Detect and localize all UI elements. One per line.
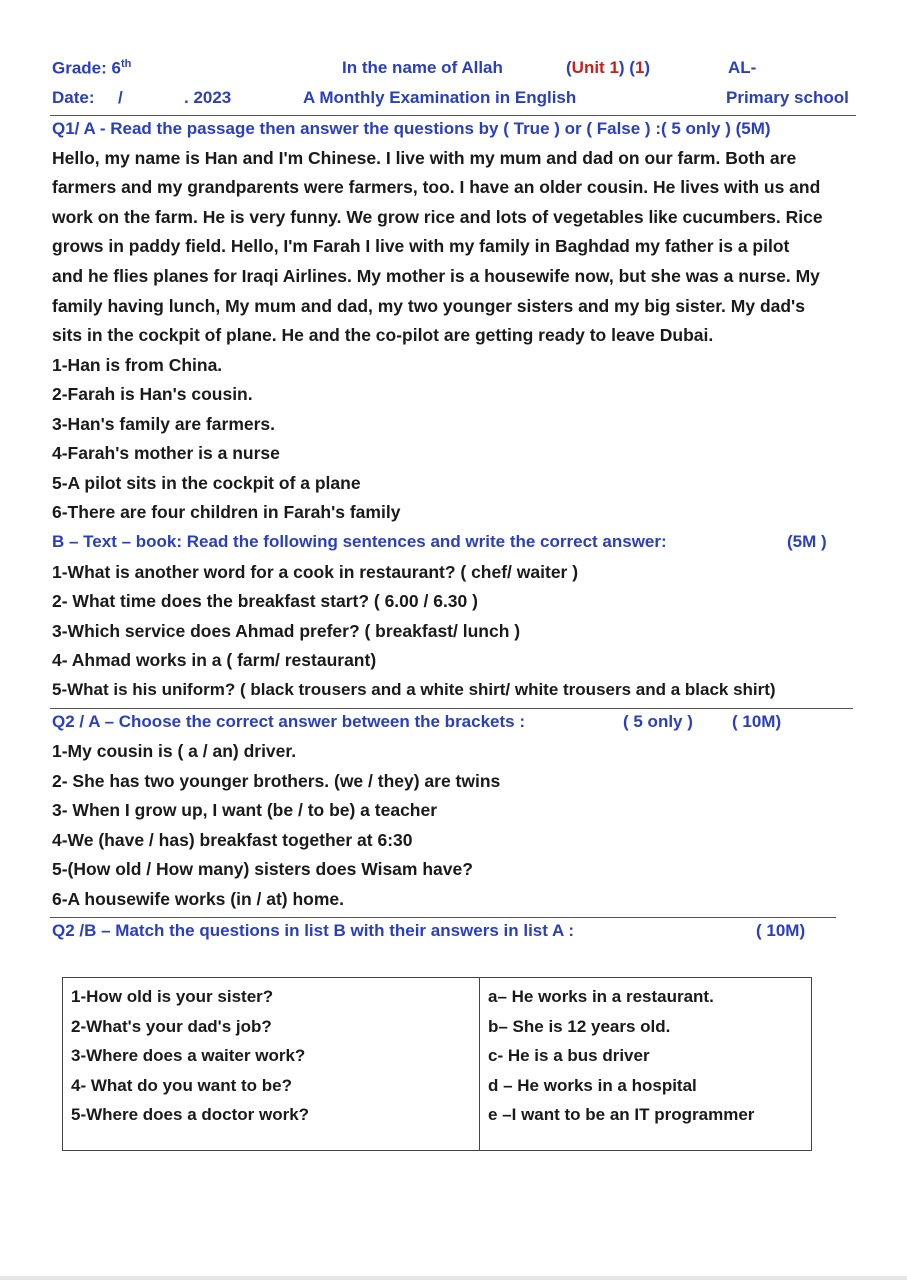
statement-item: 6-There are four children in Farah's family	[52, 502, 401, 522]
school-name: Primary school	[726, 88, 849, 107]
question-item: 2- She has two younger brothers. (we / they) are twins	[52, 771, 501, 791]
passage-line: work on the farm. He is very funny. We grow rice and lots of vegetables like cucumbers. Rice	[52, 207, 823, 227]
q2b-heading: Q2 /B – Match the questions in list B with their answers in list A :	[52, 921, 575, 940]
question-item: 1-My cousin is ( a / an) driver.	[52, 741, 297, 761]
list-a-item: e –I want to be an IT programmer	[488, 1105, 755, 1124]
list-a-item: b– She is 12 years old.	[488, 1016, 671, 1036]
q1b-heading: B – Text – book: Read the following sentences and write the correct answer:	[52, 532, 667, 551]
date-slash: /	[118, 88, 123, 107]
list-a-item: c- He is a bus driver	[488, 1046, 650, 1065]
statement-item: 4-Farah's mother is a nurse	[52, 443, 280, 463]
question-item: 4- Ahmad works in a ( farm/ restaurant)	[52, 650, 377, 670]
header-rule	[50, 115, 856, 116]
list-a-column	[480, 978, 812, 1151]
list-b-item: 5-Where does a doctor work?	[71, 1105, 310, 1124]
exam-title: A Monthly Examination in English	[303, 88, 577, 107]
passage-line: and he flies planes for Iraqi Airlines. My mother is a housewife now, but she was a nurse. My	[52, 266, 820, 286]
question-item: 6-A housewife works (in / at) home.	[52, 889, 345, 909]
matching-table	[62, 977, 812, 1151]
date-label: Date:	[52, 88, 95, 107]
section-rule	[50, 917, 836, 918]
question-item: 2- What time does the breakfast start? ( 6.00 / 6.30 )	[52, 591, 478, 611]
list-b-item: 3-Where does a waiter work?	[71, 1046, 306, 1065]
statement-item: 5-A pilot sits in the cockpit of a plane	[52, 473, 361, 493]
list-b-column	[63, 978, 480, 1151]
grade-label: Grade: 6th	[52, 58, 132, 78]
unit-label: (Unit 1) (1)	[566, 58, 651, 77]
list-b-item: 2-What's your dad's job?	[71, 1016, 272, 1036]
statement-item: 1-Han is from China.	[52, 355, 223, 375]
statement-item: 2-Farah is Han's cousin.	[52, 384, 253, 404]
list-a-item: d – He works in a hospital	[488, 1075, 697, 1095]
passage-line: Hello, my name is Han and I'm Chinese. I live with my mum and dad on our farm. Both are	[52, 148, 797, 168]
passage-line: family having lunch, My mum and dad, my two younger sisters and my big sister. My dad's	[52, 296, 805, 316]
question-item: 5-(How old / How many) sisters does Wisam have?	[52, 859, 473, 879]
bismillah: In the name of Allah	[342, 58, 503, 77]
passage-line: sits in the cockpit of plane. He and the co-pilot are getting ready to leave Dubai.	[52, 325, 714, 345]
section-rule	[50, 708, 853, 709]
q1b-marks: (5M )	[787, 532, 827, 551]
date-year: . 2023	[184, 88, 232, 107]
question-item: 5-What is his uniform? ( black trousers and a white shirt/ white trousers and a black shirt)	[52, 680, 776, 699]
page-bottom-band	[0, 1276, 907, 1280]
list-b-item: 1-How old is your sister?	[71, 987, 274, 1006]
q1a-heading: Q1/ A - Read the passage then answer the questions by ( True ) or ( False ) :( 5 only ) (5M)	[52, 119, 771, 138]
q2a-marks: ( 10M)	[732, 712, 782, 731]
question-item: 3- When I grow up, I want (be / to be) a teacher	[52, 800, 438, 820]
statement-item: 3-Han's family are farmers.	[52, 414, 276, 434]
q2a-heading: Q2 / A – Choose the correct answer between the brackets :	[52, 712, 526, 731]
q2b-marks: ( 10M)	[756, 921, 806, 940]
q2a-only: ( 5 only )	[623, 712, 693, 731]
passage-line: farmers and my grandparents were farmers, too. I have an older cousin. He lives with us and	[52, 177, 821, 197]
school-prefix: AL-	[728, 58, 757, 77]
list-b-item: 4- What do you want to be?	[71, 1075, 292, 1095]
question-item: 3-Which service does Ahmad prefer? ( breakfast/ lunch )	[52, 621, 521, 641]
question-item: 4-We (have / has) breakfast together at 6:30	[52, 830, 413, 850]
passage-line: grows in paddy field. Hello, I'm Farah I live with my family in Baghdad my father is a pilot	[52, 236, 790, 256]
list-a-item: a– He works in a restaurant.	[488, 987, 714, 1006]
question-item: 1-What is another word for a cook in restaurant? ( chef/ waiter )	[52, 562, 579, 582]
